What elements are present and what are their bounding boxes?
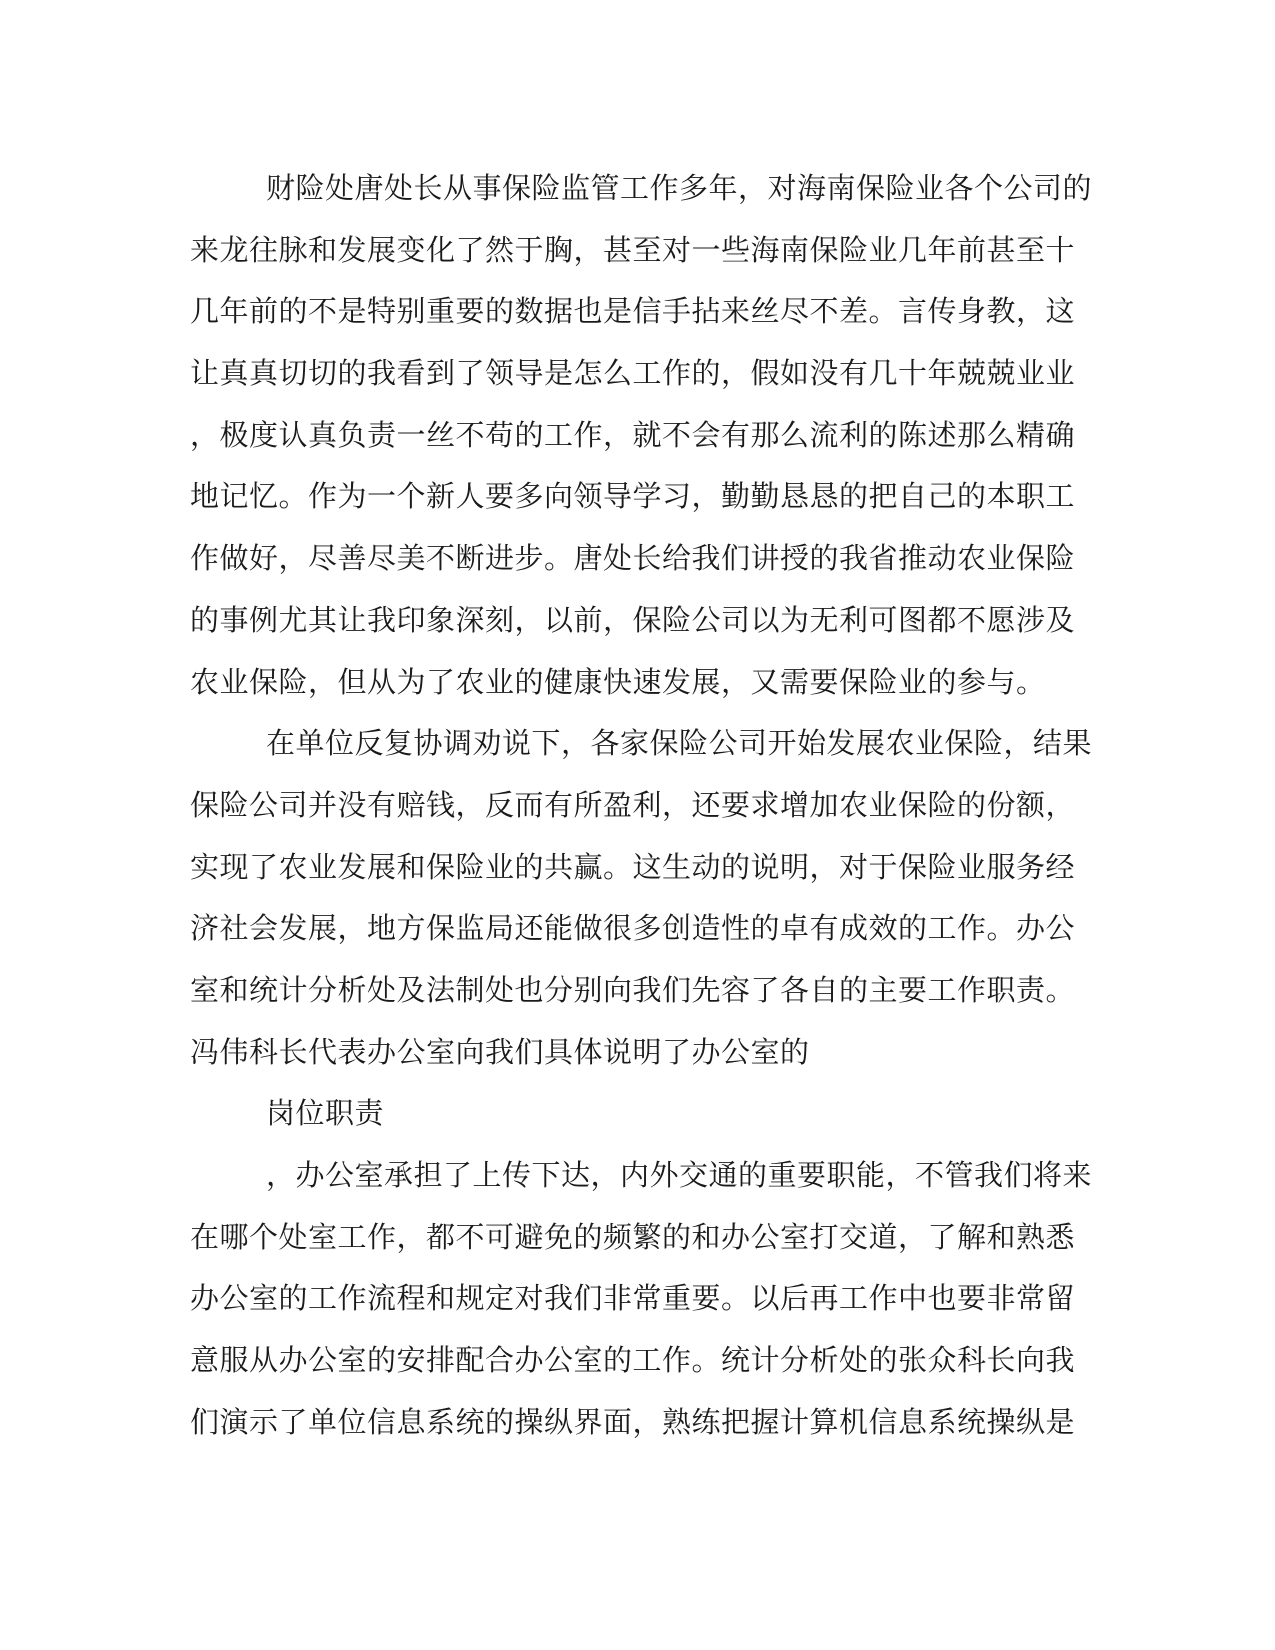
text-line: 来龙往脉和发展变化了然于胸，甚至对一些海南保险业几年前甚至十 bbox=[190, 232, 1076, 267]
text-line: 冯伟科长代表办公室向我们具体说明了办公室的 bbox=[190, 1034, 810, 1069]
text-line: 让真真切切的我看到了领导是怎么工作的，假如没有几十年兢兢业业 bbox=[190, 356, 1076, 391]
section-heading: 岗位职责 bbox=[266, 1096, 385, 1131]
text-line: 在哪个处室工作，都不可避免的频繁的和办公室打交道，了解和熟悉 bbox=[190, 1219, 1076, 1254]
text-line: 济社会发展，地方保监局还能做很多创造性的卓有成效的工作。办公 bbox=[190, 911, 1076, 946]
text-line: 几年前的不是特别重要的数据也是信手拈来丝尽不差。言传身教，这 bbox=[190, 294, 1076, 329]
text-line: 意服从办公室的安排配合办公室的工作。统计分析处的张众科长向我 bbox=[190, 1343, 1076, 1378]
text-line: 实现了农业发展和保险业的共赢。这生动的说明，对于保险业服务经 bbox=[190, 849, 1076, 884]
document-body bbox=[190, 158, 1093, 1453]
text-line: 办公室的工作流程和规定对我们非常重要。以后再工作中也要非常留 bbox=[190, 1281, 1076, 1316]
text-line: 在单位反复协调劝说下，各家保险公司开始发展农业保险，结果 bbox=[266, 726, 1093, 761]
text-line: ，办公室承担了上传下达，内外交通的重要职能，不管我们将来 bbox=[266, 1158, 1093, 1192]
text-line: 的事例尤其让我印象深刻，以前，保险公司以为无利可图都不愿涉及 bbox=[190, 602, 1076, 637]
text-line: 们演示了单位信息系统的操纵界面，熟练把握计算机信息系统操纵是 bbox=[190, 1404, 1076, 1439]
text-line: 财险处唐处长从事保险监管工作多年，对海南保险业各个公司的 bbox=[266, 171, 1093, 205]
text-line: 地记忆。作为一个新人要多向领导学习，勤勤恳恳的把自己的本职工 bbox=[190, 479, 1076, 514]
text-line: 室和统计分析处及法制处也分别向我们先容了各自的主要工作职责。 bbox=[190, 972, 1076, 1007]
text-line: 作做好，尽善尽美不断进步。唐处长给我们讲授的我省推动农业保险 bbox=[190, 541, 1076, 576]
text-line: 农业保险，但从为了农业的健康快速发展，又需要保险业的参与。 bbox=[190, 664, 1046, 699]
text-line: 保险公司并没有赔钱，反而有所盈利，还要求增加农业保险的份额， bbox=[190, 787, 1076, 822]
text-line: ，极度认真负责一丝不苟的工作，就不会有那么流利的陈述那么精确 bbox=[190, 417, 1076, 452]
